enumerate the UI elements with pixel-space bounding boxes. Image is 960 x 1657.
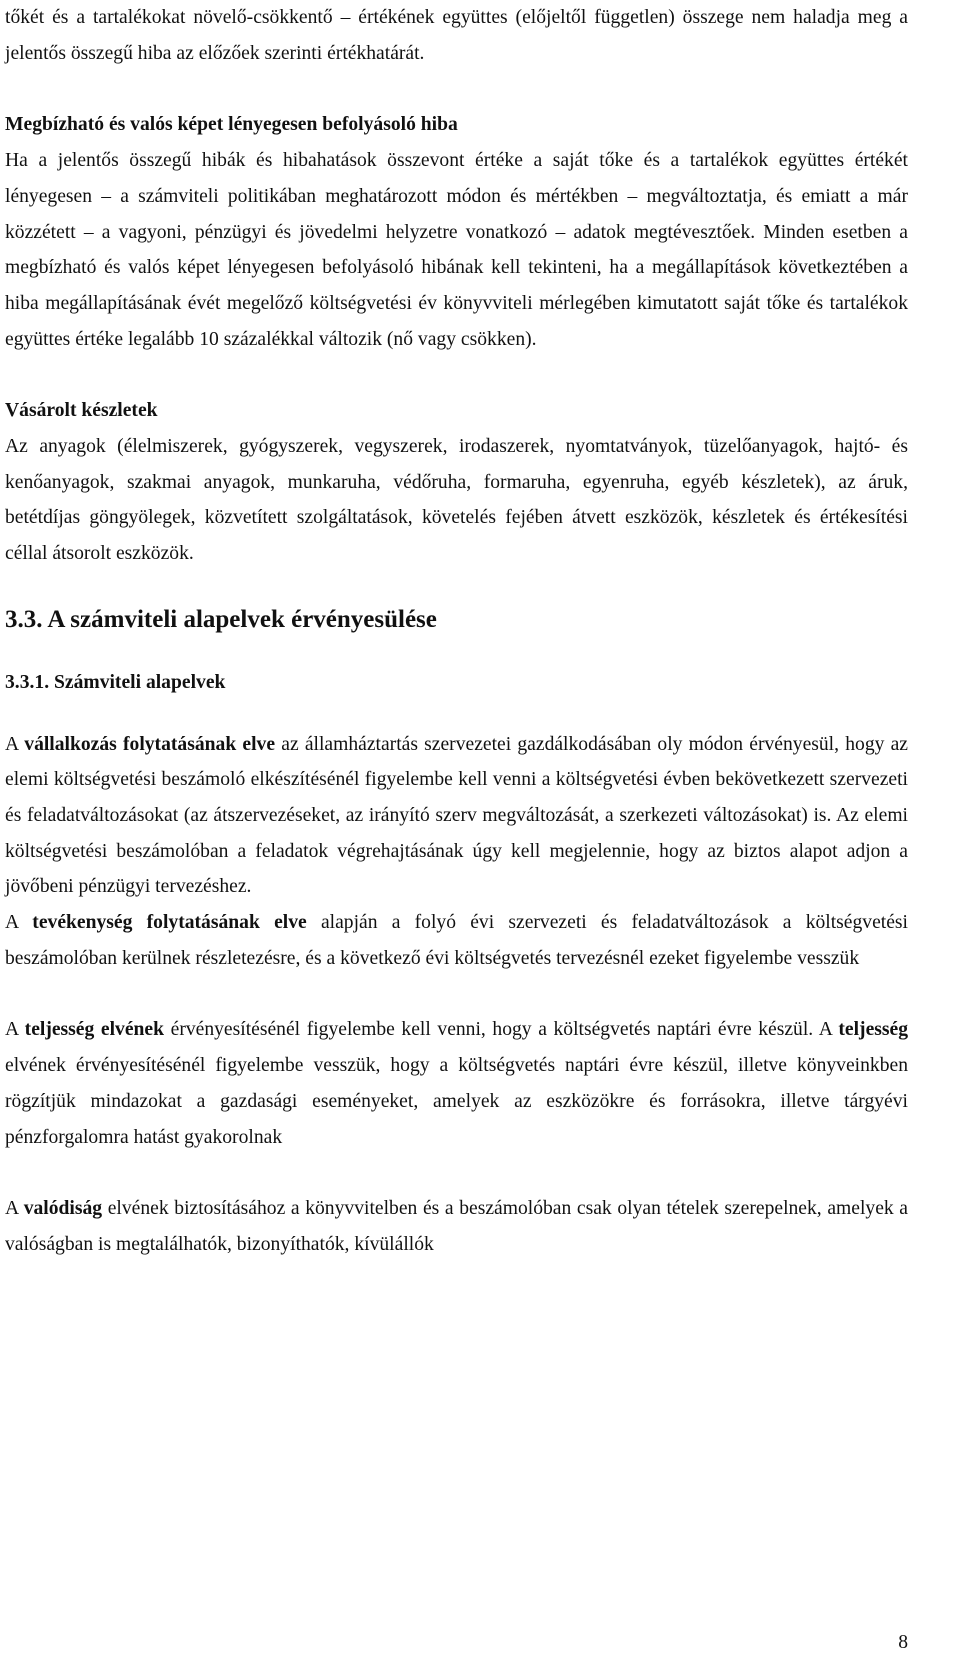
going-concern-paragraph <box>5 727 908 906</box>
spacer <box>5 637 908 665</box>
material-error-paragraph: Ha a jelentős összegű hibák és hibahatások összevont értéke a saját tőke és a tartalékok együttes értékét lényegesen – a számviteli politikában meghatározott módon és mértékben – megváltoztatja, és emiatt a már közzétett – a vagyoni, pénzügyi és jövedelmi helyzetre vonatkozó – adatok megtévesztőek. Minden esetben a megbízható és valós képet lényegesen befolyásoló hibának kell tekinteni, ha a megállapítások következtében a hiba megállapításának évét megelőző költségvetési év könyvviteli mérlegében kimutatott saját tőke és tartalékok együttes értéke legalább 10 százalékkal változik (nő vagy csökken). <box>5 150 908 350</box>
completeness-mid: érvényesítésénél figyelembe kell venni, hogy a költségvetés naptári évre készül. A <box>164 1019 839 1041</box>
completeness-paragraph <box>5 1012 908 1155</box>
going-concern-text: az államháztartás szervezetei gazdálkodásában oly módon érvényesül, hogy az elemi költségvetési beszámoló elkészítésénél figyelembe kell venni a költségvetési évben bekövetkezett szervezeti és feladatváltozásokat (az átszervezéseket, az irányító szerv megváltozását, a szerkezeti változásokat) is. Az elemi költségvetési beszámolóban a feladatok végrehajtásának úgy kell megjelennie, hogy az biztos alapot adjon a jövőbeni pénzügyi tervezéshez. <box>5 733 908 898</box>
reality-text: elvének biztosításához a könyvvitelben és a beszámolóban csak olyan tételek szerepelnek, amelyek a valóságban is megtalálhatók, bizonyíthatók, kívülállók <box>5 1198 909 1255</box>
section-3-3-heading: 3.3. A számviteli alapelvek érvényesülése <box>5 605 437 633</box>
spacer <box>5 71 908 107</box>
material-error-heading: Megbízható és valós képet lényegesen befolyásoló hiba <box>5 114 458 136</box>
spacer <box>5 357 908 393</box>
spacer <box>5 976 908 1012</box>
activity-continuation-paragraph <box>5 905 908 976</box>
purchased-stock-paragraph: Az anyagok (élelmiszerek, gyógyszerek, vegyszerek, irodaszerek, nyomtatványok, tüzelőanyagok, hajtó- és kenőanyagok, szakmai anyagok, munkaruha, védőruha, formaruha, egyenruha, egyéb készletek), az áruk, betétdíjas göngyölegek, közvetített szolgáltatások, követelés fejében átvett eszközök, készletek és értékesítési céllal átsorolt eszközök. <box>5 436 908 565</box>
activity-continuation-pre: A <box>5 912 33 934</box>
completeness-text: elvének érvényesítésénél figyelembe vesszük, hogy a költségvetés naptári évre készül, illetve könyveinkben rögzítjük mindazokat a gazdasági eseményeket, amelyek az eszközökre és forrásokra, illetve tárgyévi pénzforgalomra hatást gyakorolnak <box>5 1055 908 1148</box>
going-concern-pre: A <box>5 733 25 755</box>
completeness-pre: A <box>5 1019 25 1041</box>
page-content <box>5 0 908 1263</box>
reality-paragraph <box>5 1191 908 1262</box>
page-number: 8 <box>898 1632 908 1653</box>
completeness-term: teljesség elvének <box>24 1019 165 1041</box>
activity-continuation-text: alapján a folyó évi szervezeti és feladatváltozások a költségvetési beszámolóban kerülnek részletezésre, és a következő évi költségvetés tervezésnél ezeket figyelembe vesszük <box>5 912 908 969</box>
spacer <box>5 701 908 727</box>
reality-pre: A <box>5 1198 24 1220</box>
reality-term: valódiság <box>23 1198 103 1220</box>
purchased-stock-heading: Vásárolt készletek <box>5 400 158 422</box>
intro-paragraph: tőkét és a tartalékokat növelő-csökkentő – értékének együttes (előjeltől független) összege nem haladja meg a jelentős összegű hiba az előzőek szerinti értékhatárát. <box>5 7 908 64</box>
section-3-3-1-heading: 3.3.1. Számviteli alapelvek <box>5 671 226 693</box>
spacer <box>5 572 908 602</box>
activity-continuation-term: tevékenység folytatásának elve <box>32 912 307 934</box>
completeness-term-2: teljesség <box>838 1019 909 1041</box>
going-concern-term: vállalkozás folytatásának elve <box>24 733 276 755</box>
spacer <box>5 1155 908 1191</box>
